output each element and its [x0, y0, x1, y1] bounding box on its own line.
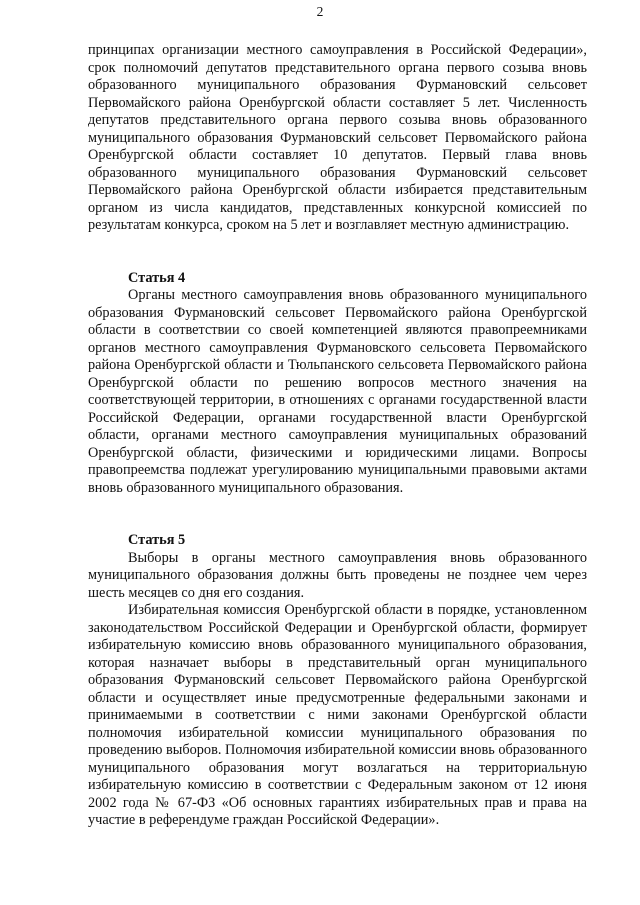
article-5-paragraph-2: Избирательная комиссия Оренбургской области в порядке, установленном законодательством Российской Федерации и Оренбургской области, формирует избирательную комиссию вновь образованного муниципального образования, которая назначает выборы в представительный орган муниципального образования Фурмановский сельсовет Первомайского района Оренбургской области и осуществляет иные предусмотренные федеральными законами и принимаемыми в соответствии с ними законами Оренбургской области полномочия избирательной комиссии муниципального образования по проведению выборов. Полномочия избирательной комиссии вновь образованного муниципального образования могут возлагаться на территориальную избирательную комиссию в соответствии с Федеральным законом от 12 июня 2002 года № 67-ФЗ «Об основных гарантиях избирательных прав и права на участие в референдуме граждан Российской Федерации». [88, 602, 587, 828]
article-5-heading: Статья 5 [128, 532, 186, 548]
intro-paragraph: принципах организации местного самоуправления в Российской Федерации», срок полномочий депутатов представительного органа первого созыва вновь образованного муниципального образования Фурмановский сельсовет Первомайского района Оренбургской области составляет 5 лет. Численность депутатов представительного органа первого созыва вновь образованного муниципального образования Фурмановский сельсовет Первомайского района Оренбургской области составляет 10 депутатов. Первый глава вновь образованного муниципального образования Фурмановский сельсовет Первомайского района Оренбургской области избирается представительным органом из числа кандидатов, представленных конкурсной комиссией по результатам конкурса, сроком на 5 лет и возглавляет местную администрацию. [88, 42, 587, 233]
page-number: 2 [316, 4, 324, 19]
document-body [88, 42, 587, 830]
article-4-paragraph: Органы местного самоуправления вновь образованного муниципального образования Фурмановский сельсовет Первомайского района Оренбургской области в соответствии со своей компетенцией являются правопреемниками органов местного самоуправления Фурмановского сельсовета Первомайского района Оренбургской области и Тюльпанского сельсовета Первомайского района Оренбургской области по решению вопросов местного значения на соответствующей территории, в отношениях с органами государственной власти Российской Федерации, органами государственной власти Оренбургской области, органами местного самоуправления муниципальных образований Оренбургской области, физическими и юридическими лицами. Вопросы правопреемства подлежат урегулированию муниципальными правовыми актами вновь образованного муниципального образования. [88, 287, 587, 496]
article-4-heading: Статья 4 [128, 269, 186, 286]
article-5-paragraph-1: Выборы в органы местного самоуправления вновь образованного муниципального образования должны быть проведены не позднее чем через шесть месяцев со дня его создания. [88, 549, 587, 601]
